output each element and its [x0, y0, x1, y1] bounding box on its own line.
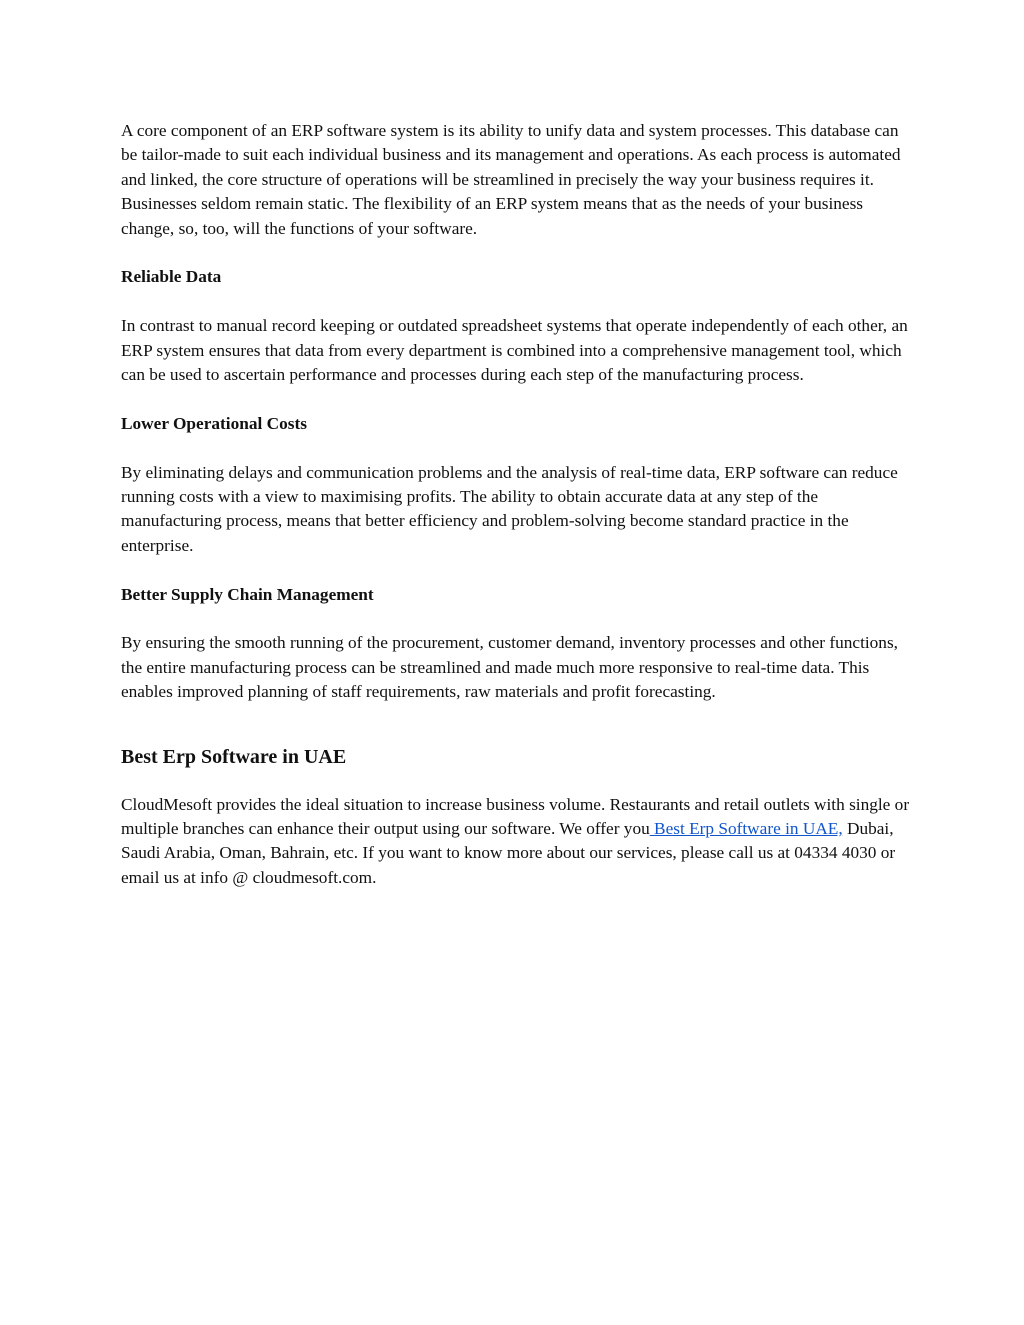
document-page: [121, 119, 911, 890]
closing-text-before-link: CloudMesoft provides the ideal situation to increase business volume. Restaurants and retail outlets with single or multiple branches can enhance their output using our software. We offer you: [121, 794, 910, 839]
closing-paragraph: [121, 793, 911, 891]
intro-paragraph: A core component of an ERP software system is its ability to unify data and system processes. This database can be tailor-made to suit each individual business and its management and operations. As each process is automated and linked, the core structure of operations will be streamlined in precisely the way your business requires it. Businesses seldom remain static. The flexibility of an ERP system means that as the needs of your business change, so, too, will the functions of your software.: [121, 121, 901, 238]
section-heading-lower-operational-costs: Lower Operational Costs: [121, 413, 307, 433]
closing-text-after-link: Dubai, Saudi Arabia, Oman, Bahrain, etc. If you want to know more about our services, please call us at 04334 4030 or email us at info @ cloudmesoft.com.: [121, 819, 896, 887]
closing-section-title: Best Erp Software in UAE: [121, 745, 347, 768]
section-body-lower-operational-costs: By eliminating delays and communication problems and the analysis of real-time data, ERP software can reduce running costs with a view to maximising profits. The ability to obtain accurate data at any step of the manufacturing process, means that better efficiency and problem-solving become standard practice in the enterprise.: [121, 462, 898, 555]
section-heading-reliable-data: Reliable Data: [121, 267, 222, 287]
section-body-reliable-data: In contrast to manual record keeping or outdated spreadsheet systems that operate independently of each other, an ERP system ensures that data from every department is combined into a comprehensive management tool, which can be used to ascertain performance and processes during each step of the manufacturing process.: [121, 316, 908, 385]
section-body-better-supply-chain: By ensuring the smooth running of the procurement, customer demand, inventory processes and other functions, the entire manufacturing process can be streamlined and made much more responsive to real-time data. This enables improved planning of staff requirements, raw materials and profit forecasting.: [121, 633, 898, 702]
section-heading-better-supply-chain: Better Supply Chain Management: [121, 584, 374, 604]
best-erp-software-link[interactable]: Best Erp Software in UAE,: [649, 819, 843, 839]
